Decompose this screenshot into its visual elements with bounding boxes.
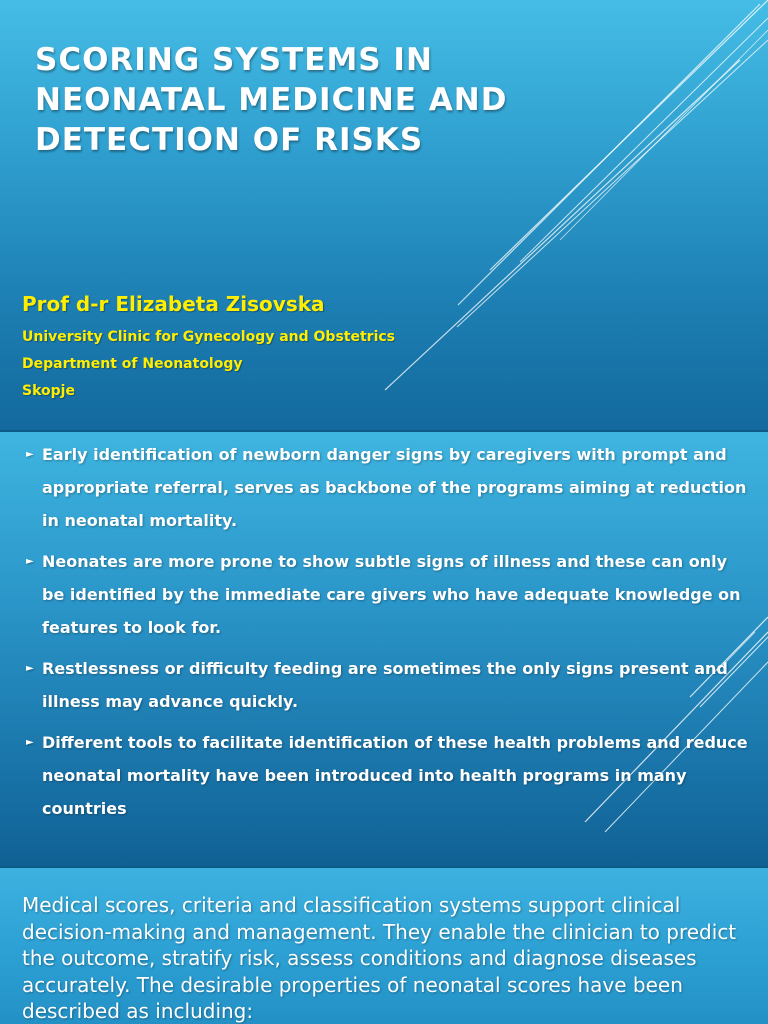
triangle-right-icon: ►	[26, 449, 34, 460]
bullet-list	[0, 438, 768, 833]
bullet-text: Early identification of newborn danger signs by caregivers with prompt and appropriate referral, serves as backbone of the programs aiming at reduction in neonatal mortality.	[42, 445, 747, 530]
bullet-item	[0, 726, 768, 825]
slide-title	[35, 40, 555, 160]
title-line: NEONATAL MEDICINE AND	[35, 82, 508, 118]
affiliation-city: Skopje	[22, 383, 75, 399]
bullet-item	[0, 438, 768, 537]
paragraph-slide	[0, 868, 768, 1024]
bullet-item	[0, 545, 768, 644]
affiliation-department: Department of Neonatology	[22, 356, 243, 372]
bullet-text: Neonates are more prone to show subtle signs of illness and these can only be identified by the immediate care givers who have adequate knowledge on features to look for.	[42, 552, 741, 637]
paragraph-text: Medical scores, criteria and classification systems support clinical decision-making and management. They enable the clinician to predict the outcome, stratify risk, assess conditions and diagnose diseases accurately. The desirable properties of neonatal scores have been described as including:	[22, 893, 737, 1023]
title-slide	[0, 0, 768, 430]
triangle-right-icon: ►	[26, 737, 34, 748]
bullet-text: Restlessness or difficulty feeding are sometimes the only signs present and illness may advance quickly.	[42, 659, 728, 711]
title-line: DETECTION OF RISKS	[35, 122, 424, 158]
affiliation-clinic: University Clinic for Gynecology and Obstetrics	[22, 329, 395, 345]
triangle-right-icon: ►	[26, 556, 34, 567]
triangle-right-icon: ►	[26, 663, 34, 674]
bullet-text: Different tools to facilitate identification of these health problems and reduce neonatal mortality have been introduced into health programs in many countries	[42, 733, 748, 818]
title-line: SCORING SYSTEMS IN	[35, 42, 433, 78]
author-name: Prof d-r Elizabeta Zisovska	[22, 292, 325, 316]
bullet-item	[0, 652, 768, 718]
bullet-slide	[0, 432, 768, 866]
